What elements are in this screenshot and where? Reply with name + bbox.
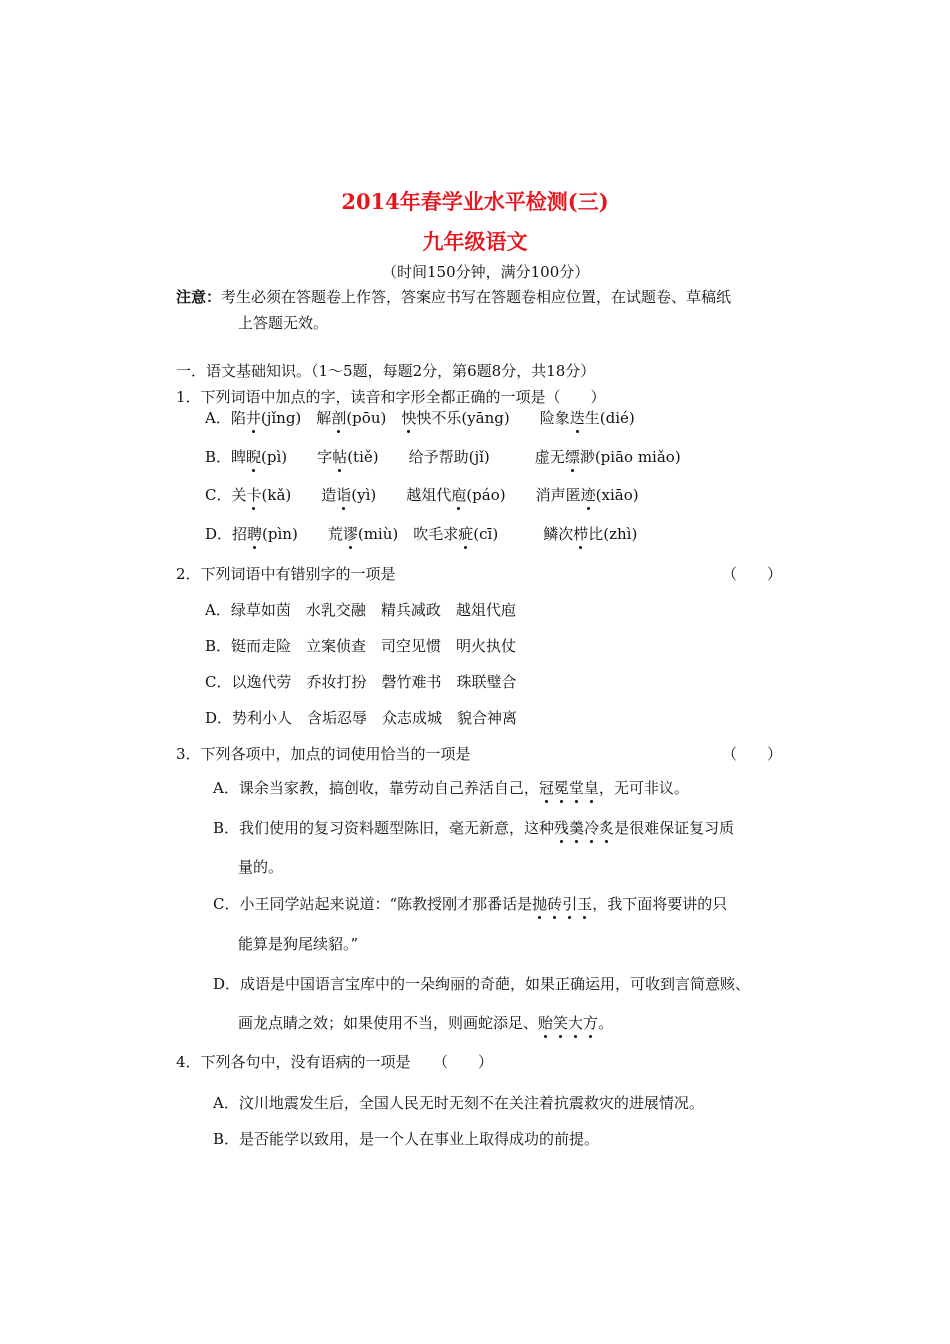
dotted-char: 堂: [568, 779, 584, 797]
exam-subject-title: 九年级语文: [422, 229, 528, 254]
dotted-char: 方: [583, 1014, 599, 1032]
dotted-char: 冷: [584, 819, 600, 837]
q1-option-d: D．招聘(pìn) 荒谬(miù) 吹毛求疵(cī) 鳞次栉比(zhì): [205, 525, 638, 543]
dotted-char: 砖: [547, 895, 563, 913]
dotted-char: 怏: [401, 409, 417, 427]
q2-option-c: C．以逸代劳 乔妆打扮 磬竹难书 珠联璧合: [205, 673, 517, 691]
notice-text-1: 考生必须在答题卷上作答，答案应书写在答题卷相应位置，在试题卷、草稿纸: [221, 288, 732, 306]
section-heading: 一．语文基础知识。（1～5题，每题2分，第6题8分，共18分）: [176, 362, 596, 380]
dotted-char: 抛: [532, 895, 548, 913]
exam-time-info: （时间150分钟，满分100分）: [382, 263, 590, 281]
q3-option-c-cont: 能算是狗尾续貂。”: [238, 935, 359, 953]
q1-stem: 1．下列词语中加点的字，读音和字形全都正确的一项是（ ）: [176, 388, 606, 406]
dotted-char: 庖: [451, 486, 467, 504]
q1-option-a: A．陷井(jǐng) 解剖(pōu) 怏怏不乐(yāng) 险象迭生(dié): [205, 409, 635, 427]
q1-option-b: B．睥睨(pì) 字帖(tiě) 给予帮助(jǐ) 虚无缥渺(piāo miǎo): [205, 448, 681, 466]
dotted-char: 聘: [247, 525, 263, 543]
dotted-phrase: [539, 779, 599, 797]
q2-answer-paren: （ ）: [722, 565, 783, 583]
dotted-char: 笑: [553, 1014, 569, 1032]
dotted-char: 栉: [573, 525, 589, 543]
dotted-phrase: [538, 1014, 598, 1032]
dotted-char: 迭: [569, 409, 585, 427]
q2-stem: 2．下列词语中有错别字的一项是: [176, 565, 396, 583]
q3-stem: 3．下列各项中，加点的词使用恰当的一项是: [176, 745, 471, 763]
q2-option-d: D．势利小人 含垢忍辱 众志成城 貌合神离: [205, 709, 518, 727]
dotted-phrase: [532, 895, 592, 913]
dotted-char: 诣: [336, 486, 352, 504]
dotted-char: 大: [568, 1014, 584, 1032]
q2-option-a: A．绿草如茵 水乳交融 精兵减政 越俎代庖: [205, 601, 516, 619]
dotted-char: 炙: [599, 819, 615, 837]
notice-line-2: 上答题无效。: [238, 314, 329, 332]
q3-option-c: C．小王同学站起来说道：“陈教授刚才那番话是抛砖引玉，我下面将要讲的只: [213, 895, 728, 913]
q3-option-b: B．我们使用的复习资料题型陈旧，毫无新意，这种残羹冷炙是很难保证复习质: [213, 819, 735, 837]
dotted-char: 睨: [246, 448, 262, 466]
dotted-char: 剖: [331, 409, 347, 427]
dotted-char: 引: [562, 895, 578, 913]
q3-option-a: A．课余当家教，搞创收，靠劳动自己养活自己，冠冕堂皇，无可非议。: [213, 779, 689, 797]
q2-option-b: B．铤而走险 立案侦查 司空见惯 明火执仗: [205, 637, 517, 655]
q4-option-a: A．汶川地震发生后，全国人民无时无刻不在关注着抗震救灾的进展情况。: [213, 1094, 704, 1112]
dotted-char: 玉: [577, 895, 593, 913]
q4-option-b: B．是否能学以致用，是一个人在事业上取得成功的前提。: [213, 1130, 600, 1148]
dotted-char: 羹: [569, 819, 585, 837]
dotted-char: 残: [554, 819, 570, 837]
q3-answer-paren: （ ）: [722, 745, 783, 763]
q4-stem: 4．下列各句中，没有语病的一项是 （ ）: [176, 1053, 494, 1071]
notice-label: 注意：: [176, 288, 222, 306]
dotted-char: 皇: [583, 779, 599, 797]
q3-option-d-cont: 画龙点睛之效；如果使用不当，则画蛇添足、贻笑大方。: [238, 1014, 614, 1032]
dotted-phrase: [554, 819, 614, 837]
dotted-char: 谬: [342, 525, 358, 543]
dotted-char: 帖: [332, 448, 348, 466]
dotted-char: 井: [245, 409, 261, 427]
dotted-char: 冕: [553, 779, 569, 797]
q3-option-b-cont: 量的。: [238, 858, 284, 876]
q3-option-d: D．成语是中国语言宝库中的一朵绚丽的奇葩，如果正确运用，可收到言简意赅、: [213, 975, 751, 993]
exam-title: 2014年春学业水平检测(三): [341, 189, 609, 214]
dotted-char: 冠: [538, 779, 554, 797]
notice-line-1: [176, 287, 731, 307]
dotted-char: 迹: [580, 486, 596, 504]
dotted-char: 贻: [538, 1014, 554, 1032]
dotted-char: 缥: [564, 448, 580, 466]
dotted-char: 疵: [458, 525, 474, 543]
dotted-char: 卡: [246, 486, 262, 504]
q1-option-c: C．关卡(kǎ) 造诣(yì) 越俎代庖(páo) 消声匿迹(xiāo): [205, 486, 639, 504]
